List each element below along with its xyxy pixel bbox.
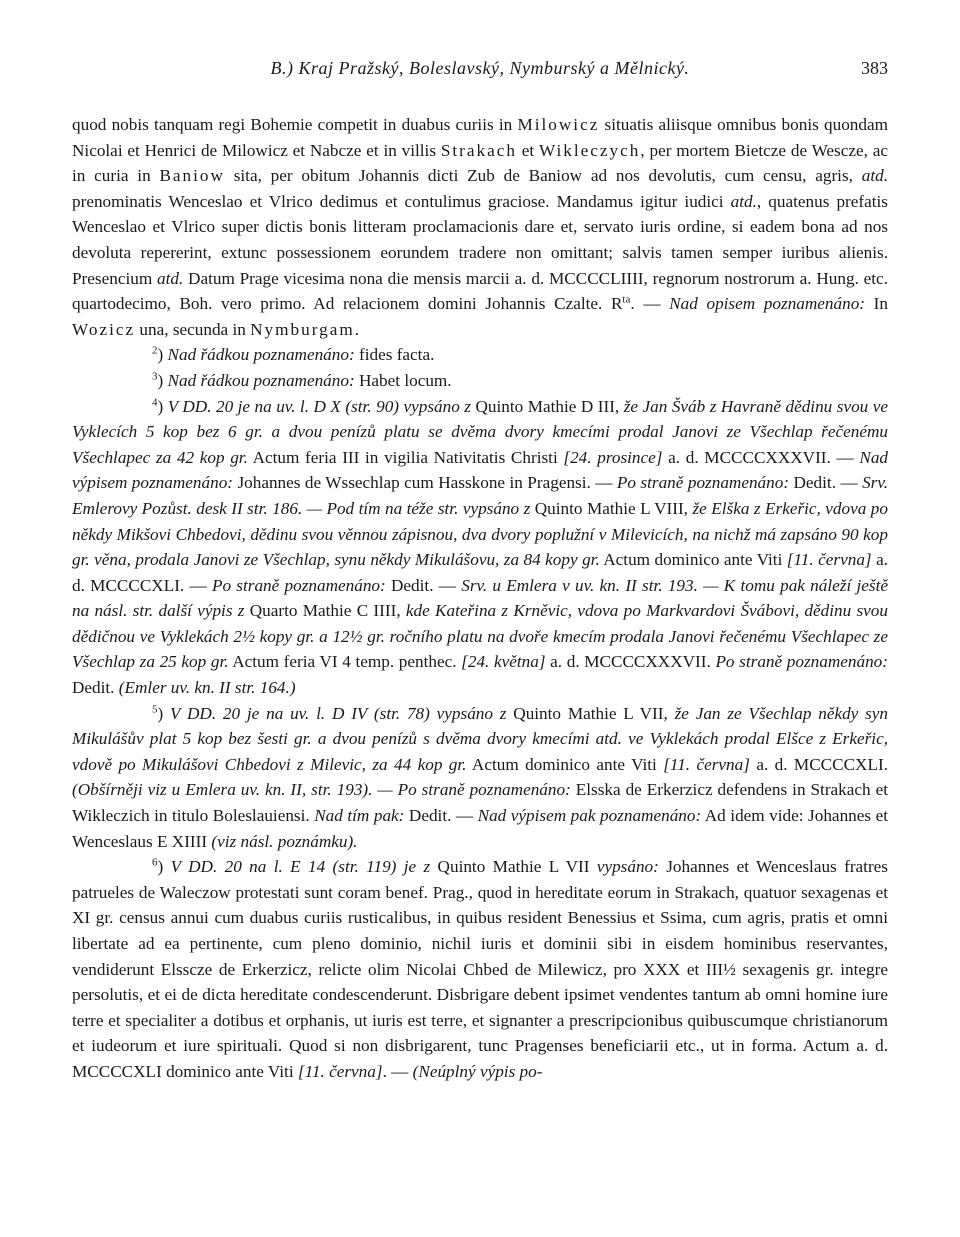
text-run: Actum feria III in vigilia Nativitatis Christi	[247, 447, 564, 467]
text-run: , per mortem Bietcze de Wescze, ac in curia in	[72, 140, 888, 186]
text-run: a. d. MCCCCXLI. —	[72, 550, 888, 595]
text-run: kde Kateřina z Krněvic, vdova po Markvardovi Švábovi, dědinu svou dědičnou ve Vyklekách 2½ kopy gr. a 12½ gr. ročního platu na dvoře kmecím prodala Janovi řečenému Všechlapec ze Všechlap za 25 kop gr.	[72, 601, 888, 672]
text-run: atd.	[861, 166, 888, 186]
text-run: že Jan ze Všechlap někdy syn Mikulášův plat 5 kop bez šesti gr. a dvou penízů s dvěma dvory kmecími atd. ve Vyklekách prodal Elšce z Erkeřic, vdově po Mikulášovi Chbedovi z Milevic, za 44 kop gr.	[72, 703, 889, 774]
text-run: Johannes et Wenceslaus fratres patrueles de Waleczow protestati sunt coram benef. Prag., quod in hereditate eorum in Strakach, quatuor sexagenas et XI gr. census annui cum duabus curiis rusticalibus, in quibus resident Benessius et Ssima, cum agris, pratis et omni libertate ad ea pertinente, cum pleno dominio, nichil iuris et dominii sibi in eisdem hominibus reservantes, vendiderunt Elsscze de Erkerzicz, relicte olim Nicolai Chbed de Milewicz, pro XXX et III½ sexagenis gr. integre persolutis, et ei de dicta hereditate condescenderunt. Disbrigare debent ipsimet vendentes tantum ab omni homine iure terre et specialiter a dotibus et orphanis, ut iuris est terre, et signanter a prescripcionibus quibuscumque christianorum et iudeorum et iure spirituali. Quod si non disbrigarent, tunc Pragenses beneficiarii etc., ut in forma. Actum a. d. MCCCCXLI dominico ante Viti	[72, 857, 888, 1081]
text-run: že Elška z Erkeřic, vdova po někdy Mikšovi Chbedovi, dědinu svou věnnou zápisnou, dva dvory poplužní v Milevicích, na nichž má zapsáno 90 kop gr. věna, prodala Janovi ze Všechlap, synu někdy Mikulášovu, za 84 kopy gr.	[72, 498, 888, 570]
text-run: Quinto Mathie L VIII,	[530, 498, 693, 518]
text-run: [11. června]	[663, 754, 750, 774]
text-run: a. d. MCCCCXXXVII. —	[662, 447, 860, 467]
text-run: Baniow	[159, 166, 225, 186]
text-run: atd.	[156, 268, 184, 288]
footnote-3: $^3$) Nad řádkou poznamenáno: Habet locum.	[152, 370, 452, 390]
footnote-5: $^5$) V DD. 20 je na uv. l. D IV (str. 78) vypsáno z Quinto Mathie L VII, že Jan ze Všechlap někdy syn Mikulášův plat 5 kop bez šesti gr. a dvou penízů s dvěma dvory kmecími atd. ve Vyklekách prodal Elšce z Erkeřic, vdově po Mikulášovi Chbedovi z Milevic, za 44 kop gr. Actum dominico ante Viti [11. června] a. d. MCCCCXLI. (Obšírněji viz u Emlera uv. kn. II, str. 193). — Po straně poznamenáno: Elsska de Erkerzicz defendens in Strakach et Wikleczich in titulo Boleslauiensi. Nad tím pak: Dedit. — Nad výpisem pak poznamenáno: Ad idem vide: Johannes et Wenceslaus E XIIII (viz násl. poznámku).	[72, 702, 889, 851]
text-run: Nad výpisem poznamenáno:	[72, 447, 889, 493]
running-head: B.) Kraj Pražský, Boleslavský, Nymburský a Mělnický.	[270, 58, 690, 78]
text-run: vypsáno:	[596, 857, 659, 877]
text-run: V DD. 20 je na uv. l. D IV (str. 78) vypsáno z	[170, 703, 507, 723]
text-run: Datum Prage vicesima nona die mensis marcii a. d. MCCCCLIIII, regnorum nostrorum a. Hung. etc. quartodecimo, Boh. vero primo. Ad relacionem domini Johannis Czalte. R	[72, 268, 888, 314]
text-run: Wikleczych	[538, 140, 641, 160]
text-run: Quinto Mathie D III,	[471, 396, 624, 416]
text-run: Dedit. —	[385, 575, 462, 595]
text-run: situatis aliisque omnibus bonis quondam Nicolai et Henrici de Milowicz et Nabcze et in villis	[72, 115, 888, 160]
text-run: Quinto Mathie L VII	[430, 857, 597, 877]
text-run: Po straně poznamenáno:	[211, 575, 386, 595]
text-run: Actum dominico ante Viti	[599, 550, 787, 570]
superscript: ta	[622, 293, 631, 306]
text-run: .	[354, 319, 360, 339]
text-run: atd.	[730, 191, 757, 211]
text-run: Milowicz	[517, 115, 600, 134]
text-run: . —	[382, 1061, 413, 1081]
text-run: fides facta.	[354, 345, 435, 365]
text-run: [11. června]	[297, 1061, 383, 1081]
text-run: V DD. 20 na l. E 14 (str. 119) je z	[170, 857, 431, 877]
text-run: Habet locum.	[354, 370, 452, 390]
text-run: Nad řádkou poznamenáno:	[167, 345, 355, 365]
footnote-marker: 3	[152, 370, 158, 383]
text-run: (Emler uv. kn. II str. 164.)	[118, 678, 296, 698]
text-run: Po straně poznamenáno:	[715, 652, 888, 672]
text-run: Quinto Mathie L VII,	[506, 703, 675, 723]
text-run: prenominatis Wenceslao et Vlrico dedimus et contulimus graciose. Mandamus igitur iudici	[72, 191, 731, 211]
text-run: V DD. 20 je na uv. l. D X (str. 90) vypsáno z	[167, 396, 471, 416]
text-run: (Obšírněji viz u Emlera uv. kn. II, str. 193). — Po straně poznamenáno:	[72, 780, 571, 800]
superscript: 6	[152, 856, 158, 869]
text-run: Johannes de Wssechlap cum Hasskone in Pragensi. —	[233, 473, 617, 493]
text-run: una, secunda in	[135, 319, 251, 339]
text-run: Wozicz	[72, 319, 136, 339]
text-run: a. d. MCCCCXXXVII.	[545, 652, 716, 672]
text-run: a. d. MCCCCXLI.	[749, 754, 888, 774]
text-run: Actum feria VI 4 temp. penthec.	[228, 652, 462, 672]
text-run: Strakach	[440, 140, 517, 160]
text-run: že Jan Šváb z Havraně dědinu svou ve Vyklecích 5 kop bez 6 gr. a dvou penízů platu se dvěma dvory kmecími prodal Janovi ze Všechlap řečenému Všechlapec za 42 kop gr.	[72, 396, 888, 467]
page-header	[72, 58, 888, 90]
text-run: Po straně poznamenáno:	[616, 473, 790, 493]
text-run: Nad tím pak:	[314, 806, 405, 826]
text-run: Srv. Emlerovy Pozůst. desk II str. 186. — Pod tím na téže str. vypsáno z	[72, 473, 889, 518]
text-run: et	[516, 140, 539, 160]
footnote-4: $^4$) V DD. 20 je na uv. l. D X (str. 90) vypsáno z Quinto Mathie D III, že Jan Šváb z Havraně dědinu svou ve Vyklecích 5 kop bez 6 gr. a dvou penízů platu se dvěma dvory kmecími prodal Janovi ze Všechlap řečenému Všechlapec za 42 kop gr. Actum feria III in vigilia Nativitatis Christi [24. prosince] a. d. MCCCCXXXVII. — Nad výpisem poznamenáno: Johannes de Wssechlap cum Hasskone in Pragensi. — Po straně poznamenáno: Dedit. — Srv. Emlerovy Pozůst. desk II str. 186. — Pod tím na téže str. vypsáno z Quinto Mathie L VIII, že Elška z Erkeřic, vdova po někdy Mikšovi Chbedovi, dědinu svou věnnou zápisnou, dva dvory poplužní v Milevicích, na nichž má zapsáno 90 kop gr. věna, prodala Janovi ze Všechlap, synu někdy Mikulášovu, za 84 kopy gr. Actum dominico ante Viti [11. června] a. d. MCCCCXLI. — Po straně poznamenáno: Dedit. — Srv. u Emlera v uv. kn. II str. 193. — K tomu pak náleží ještě na násl. str. další výpis z Quarto Mathie C IIII, kde Kateřina z Krněvic, vdova po Markvardovi Švábovi, dědinu svou dědičnou ve Vyklekách 2½ kopy gr. a 12½ gr. ročního platu na dvoře kmecím prodala Janovi řečenému Všechlapec ze Všechlap za 25 kop gr. Actum feria VI 4 temp. penthec. [24. května] a. d. MCCCCXXXVII. Po straně poznamenáno: Dedit. (Emler uv. kn. II str. 164.)	[72, 395, 889, 698]
text-run: Dedit. —	[789, 473, 863, 493]
superscript: 5	[152, 702, 158, 715]
text-run: sita, per obitum Johannis dicti Zub de Baniow ad nos devolutis, cum censu, agris,	[224, 166, 862, 186]
text-run: Nad opisem poznamenáno:	[669, 294, 866, 314]
text-run: [11. června]	[786, 550, 872, 570]
text-run: . —	[630, 294, 670, 314]
text-run: (Neúplný výpis po-	[412, 1061, 543, 1081]
text-run: In	[865, 294, 888, 314]
footnote-2: $^2$) Nad řádkou poznamenáno: fides facta.	[152, 344, 435, 365]
text-run: Dedit.	[72, 678, 119, 698]
page-number: 383	[861, 58, 888, 78]
text-run: Nad řádkou poznamenáno:	[167, 370, 355, 390]
text-run: Nad výpisem pak poznamenáno:	[477, 806, 702, 826]
text-run: Elsska de Erkerzicz defendens in Strakach et Wikleczich in titulo Boleslauiensi.	[72, 780, 888, 826]
text-run: Nymburgam	[250, 319, 355, 339]
text-run: quod nobis tanquam regi Bohemie competit in duabus curiis in	[72, 115, 518, 134]
text-run: Dedit. —	[404, 806, 478, 826]
text-run: Quarto Mathie C IIII,	[244, 601, 406, 621]
text-run: Ad idem vide: Johannes et Wenceslaus E XIIII	[72, 806, 888, 851]
text-run: (viz násl. poznámku).	[211, 831, 358, 851]
body-text	[72, 112, 888, 1085]
superscript: 4	[152, 395, 158, 408]
text-run: , quatenus prefatis Wenceslao et Vlrico super dictis bonis litteram proclamacionis dare et, servato iuris ordine, si eadem bona ad nos devoluta repererint, extunc possessionem eorundem tradere non omittant; salvis tamen semper iuribus alienis. Presencium	[72, 191, 888, 288]
main-paragraph	[72, 112, 888, 342]
footnote-6: $^6$) V DD. 20 na l. E 14 (str. 119) je z Quinto Mathie L VII vypsáno: Johannes et Wenceslaus fratres patrueles de Waleczow protestati sunt coram benef. Prag., quod in hereditate eorum in Strakach, quatuor sexagenas et XI gr. census annui cum duabus curiis rusticalibus, in quibus resident Benessius et Ssima, cum agris, pratis et omni libertate ad ea pertinente, cum pleno dominio, nichil iuris et dominii sibi in eisdem hominibus reservantes, vendiderunt Elsscze de Erkerzicz, relicte olim Nicolai Chbed de Milewicz, pro XXX et III½ sexagenis gr. integre persolutis, et ei de dicta hereditate condescenderunt. Disbrigare debent ipsimet vendentes tantum ab omni homine iure terre et specialiter a dotibus et orphanis, ut iuris est terre, et signanter a prescripcionibus quibuscumque christianorum et iudeorum et iure spirituali. Quod si non disbrigarent, tunc Pragenses beneficiarii etc., ut in forma. Actum a. d. MCCCCXLI dominico ante Viti [11. června]. — (Neúplný výpis po-	[72, 856, 888, 1081]
text-run: Srv. u Emlera v uv. kn. II str. 193. — K tomu pak náleží ještě na násl. str. další výpis z	[72, 575, 888, 621]
text-run: [24. prosince]	[563, 447, 663, 467]
text-run: Actum dominico ante Viti	[466, 754, 664, 774]
footnote-marker: 2	[152, 344, 158, 357]
text-run: [24. května]	[461, 652, 546, 672]
